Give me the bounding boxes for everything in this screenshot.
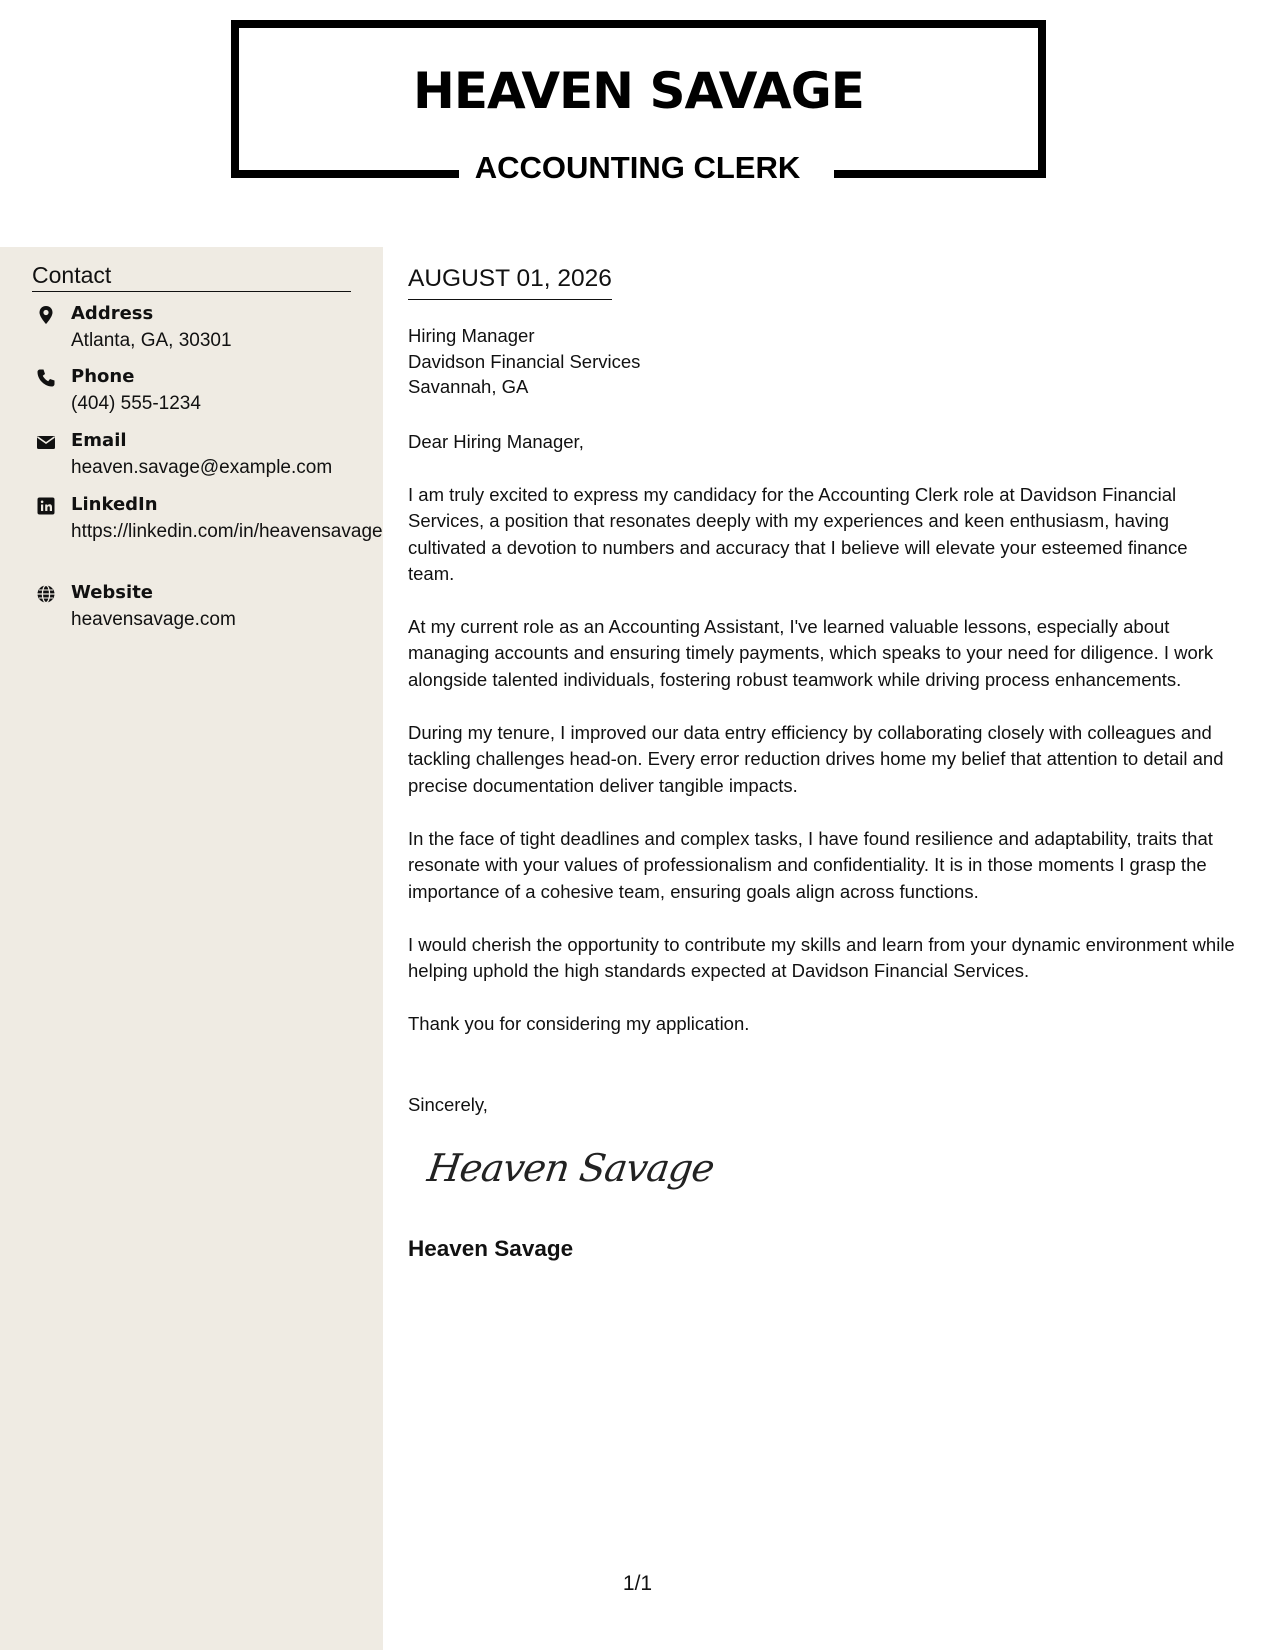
contact-heading: Contact bbox=[32, 262, 351, 292]
linkedin-label: LinkedIn bbox=[71, 494, 158, 515]
body-paragraph: I would cherish the opportunity to contribute my skills and learn from your dynamic environment while helping uphold the high standards expected at Davidson Financial Services. bbox=[408, 934, 1235, 982]
candidate-name: HEAVEN SAVAGE bbox=[413, 62, 864, 120]
website-label: Website bbox=[71, 582, 154, 603]
body-paragraph: Thank you for considering my application. bbox=[408, 1013, 750, 1034]
linkedin-value[interactable]: https://linkedin.com/in/heavensavage bbox=[71, 521, 383, 542]
location-pin-icon bbox=[36, 305, 56, 325]
body-paragraph: During my tenure, I improved our data entry efficiency by collaborating closely with colleagues and tackling challenges head-on. Every error reduction drives home my belief that attention to detail and precise documentation deliver tangible impacts. bbox=[408, 722, 1224, 796]
email-label: Email bbox=[71, 430, 127, 451]
email-value[interactable]: heaven.savage@example.com bbox=[71, 457, 333, 478]
address-value: Atlanta, GA, 30301 bbox=[71, 330, 232, 351]
job-title: ACCOUNTING CLERK bbox=[474, 150, 801, 185]
phone-icon bbox=[36, 368, 56, 388]
address-label: Address bbox=[71, 303, 154, 324]
recipient-line: Davidson Financial Services bbox=[408, 350, 641, 372]
recipient-line: Savannah, GA bbox=[408, 376, 529, 397]
recipient-block bbox=[408, 323, 640, 400]
recipient-line: Hiring Manager bbox=[408, 325, 535, 346]
envelope-icon bbox=[36, 432, 56, 452]
signer-name: Heaven Savage bbox=[408, 1236, 574, 1261]
globe-icon bbox=[36, 584, 56, 604]
linkedin-icon bbox=[36, 496, 56, 516]
salutation: Dear Hiring Manager, bbox=[408, 431, 584, 452]
body-paragraph: At my current role as an Accounting Assistant, I've learned valuable lessons, especially about managing accounts and ensuring timely payments, which speaks to your need for diligence. I work alongside talented individuals, fostering robust teamwork while driving process enhancements. bbox=[408, 616, 1214, 690]
signature: Heaven Savage bbox=[424, 1146, 717, 1190]
phone-value: (404) 555-1234 bbox=[71, 393, 201, 414]
website-value[interactable]: heavensavage.com bbox=[71, 609, 236, 630]
page-number: 1/1 bbox=[622, 1572, 653, 1595]
closing: Sincerely, bbox=[408, 1094, 488, 1115]
phone-label: Phone bbox=[71, 366, 135, 387]
letter-date: AUGUST 01, 2026 bbox=[408, 266, 612, 300]
body-paragraph: I am truly excited to express my candidacy for the Accounting Clerk role at Davidson Financial Services, a position that resonates deeply with my experiences and keen enthusiasm, having cultivated a devotion to numbers and accuracy that I believe will elevate your esteemed finance team. bbox=[408, 484, 1188, 584]
body-paragraph: In the face of tight deadlines and complex tasks, I have found resilience and adaptability, traits that resonate with your values of professionalism and confidentiality. It is in those moments I grasp the importance of a cohesive team, ensuring goals align across functions. bbox=[408, 828, 1213, 902]
